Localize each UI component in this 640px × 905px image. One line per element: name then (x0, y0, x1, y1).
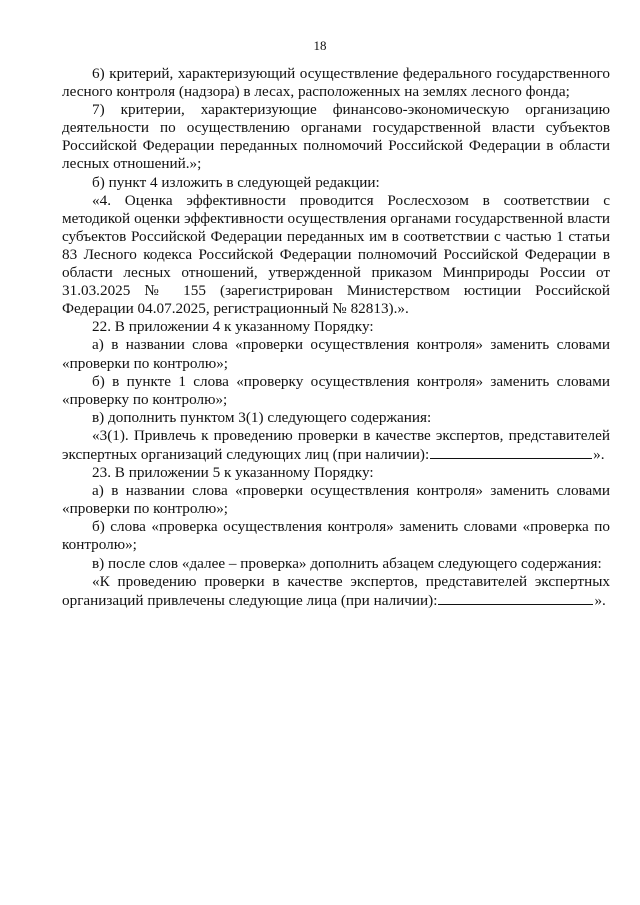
paragraph-criterion-7: 7) критерии, характеризующие финансово-экономическую организацию деятельности по осуществлению органами государственной власти субъектов Российской Федерации переданных полномочий Российской Федерации в области лесных отношений.»; (62, 101, 610, 173)
new-abzac-closing: ». (594, 591, 606, 609)
paragraph-22-a: а) в названии слова «проверки осуществления контроля» заменить словами «проверки по контролю»; (62, 336, 610, 372)
paragraph-criterion-6: 6) критерий, характеризующий осуществление федерального государственного лесного контроля (надзора) в лесах, расположенных на землях лесного фонда; (62, 65, 610, 101)
new-abzac-text: «К проведению проверки в качестве экспертов, представителей экспертных организаций привлечены следующие лица (при наличии): (62, 572, 610, 609)
document-body (62, 65, 610, 610)
paragraph-item-23: 23. В приложении 5 к указанному Порядку: (92, 464, 374, 482)
paragraph-23-a: а) в названии слова «проверки осуществления контроля» заменить словами «проверки по контролю»; (62, 482, 610, 518)
paragraph-new-abzac (62, 573, 610, 610)
paragraph-point-4-text: «4. Оценка эффективности проводится Рослесхозом в соответствии с методикой оценки эффективности осуществления органами государственной власти субъектов Российской Федерации переданных им в соответствии с частью 1 статьи 83 Лесного кодекса Российской Федерации полномочий Российской Федерации в области лесных отношений, утвержденной приказом Минприроды России от 31.03.2025 № 155 (зарегистрирован Министерством юстиции Российской Федерации 04.07.2025, регистрационный № 82813).». (62, 191, 610, 318)
paragraph-23-v: в) после слов «далее – проверка» дополнить абзацем следующего содержания: (92, 554, 602, 572)
point-3-1-closing: ». (593, 445, 605, 463)
paragraph-point-3-1 (62, 427, 610, 464)
point-3-1-text: «3(1). Привлечь к проведению проверки в качестве экспертов, представителей экспертных организаций следующих лиц (при наличии): (62, 426, 610, 463)
paragraph-23-b: б) слова «проверка осуществления контроля» заменить словами «проверка по контролю»; (62, 518, 610, 554)
paragraph-22-v: в) дополнить пунктом 3(1) следующего содержания: (92, 408, 432, 426)
fill-in-blank-line (438, 591, 593, 605)
fill-in-blank-line (430, 445, 592, 459)
paragraph-item-22: 22. В приложении 4 к указанному Порядку: (92, 318, 374, 336)
page-number: 18 (313, 38, 327, 53)
paragraph-item-b-point-4: б) пункт 4 изложить в следующей редакции: (92, 173, 380, 191)
paragraph-22-b: б) в пункте 1 слова «проверку осуществления контроля» заменить словами «проверку по контролю»; (62, 372, 610, 408)
